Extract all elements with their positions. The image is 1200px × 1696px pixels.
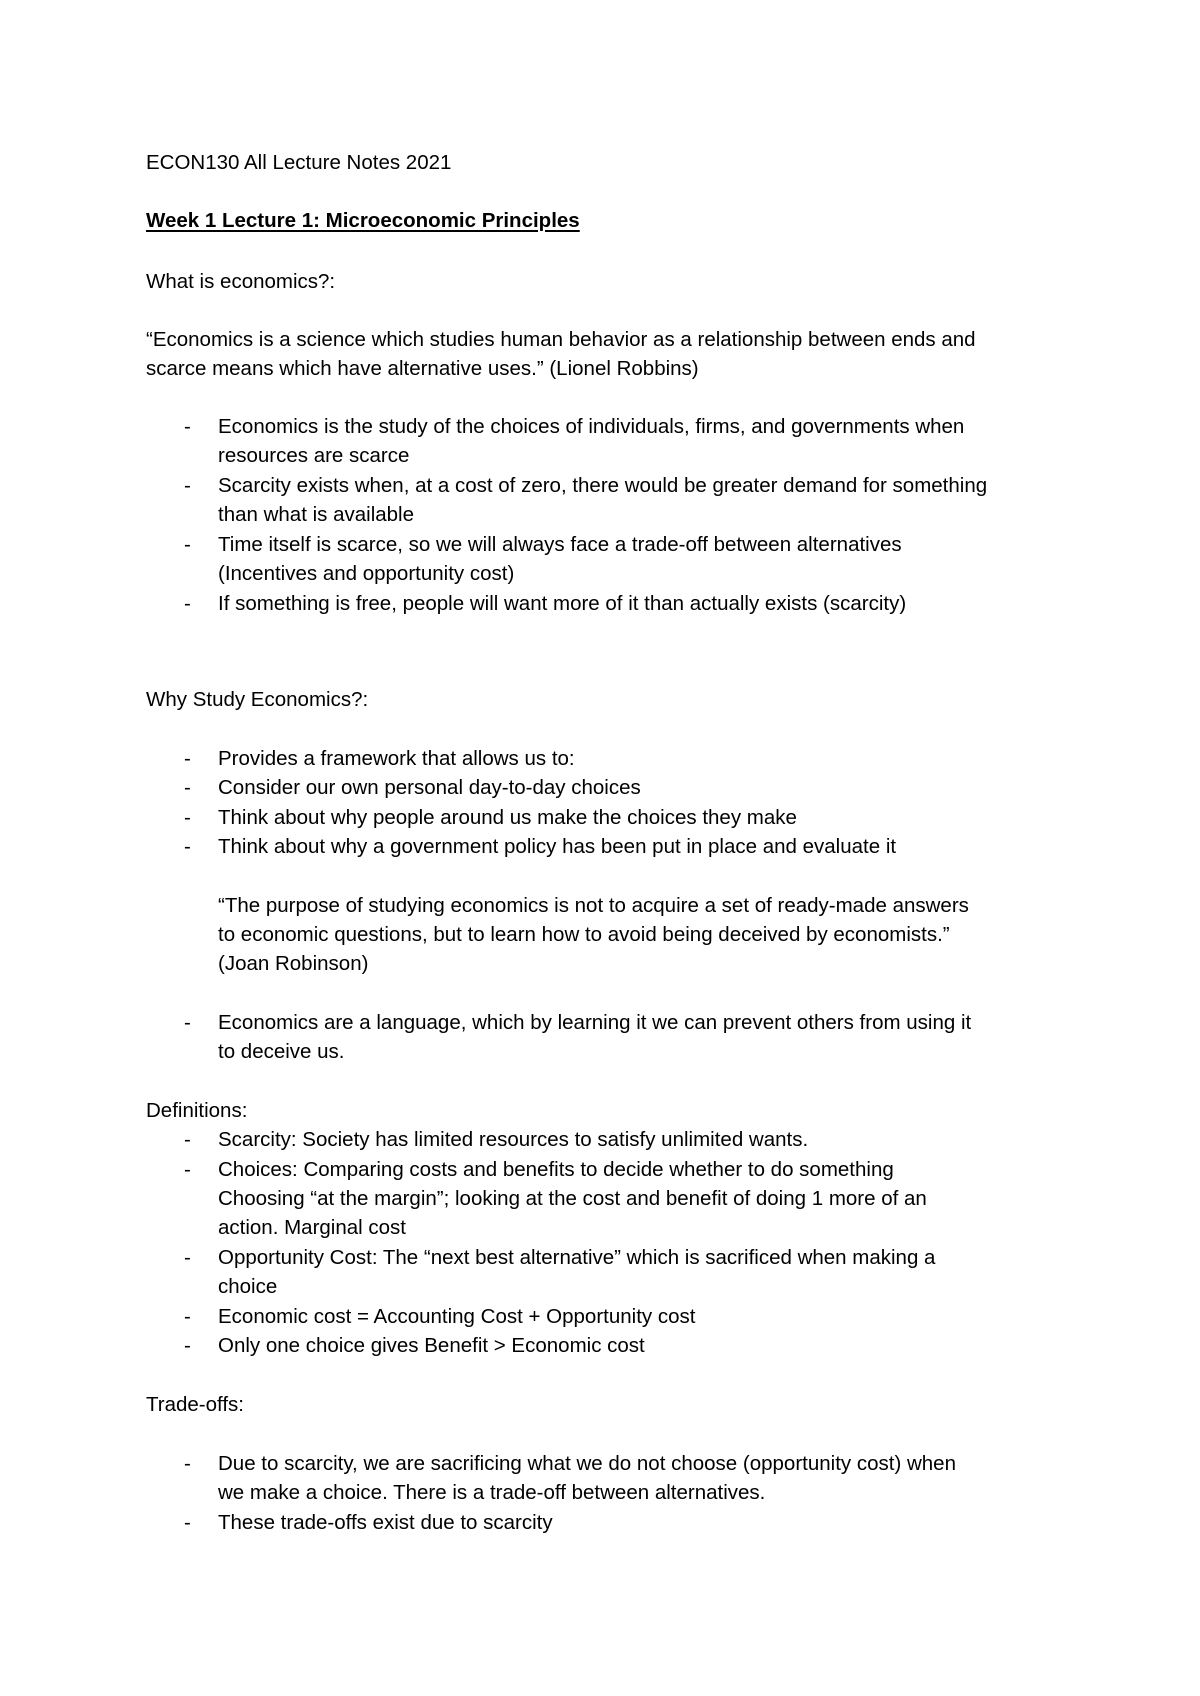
bullet-text: Scarcity exists when, at a cost of zero, there would be greater demand for something	[218, 474, 988, 497]
definitions-label: Definitions:	[146, 1099, 248, 1122]
what-is-economics-label: What is economics?:	[146, 270, 336, 293]
bullet-text: Consider our own personal day-to-day choices	[218, 776, 641, 799]
document-title: ECON130 All Lecture Notes 2021	[146, 151, 452, 174]
bullet-text: Economics are a language, which by learning it we can prevent others from using it	[218, 1011, 972, 1034]
bullet-text: action. Marginal cost	[218, 1216, 407, 1239]
why-study-label: Why Study Economics?:	[146, 688, 369, 711]
bullet-dash: -	[184, 776, 191, 799]
section-heading: Week 1 Lecture 1: Microeconomic Principles	[146, 209, 580, 232]
bullet-dash: -	[184, 533, 191, 556]
bullet-text: Think about why a government policy has been put in place and evaluate it	[218, 835, 897, 858]
bullet-text: Due to scarcity, we are sacrificing what we do not choose (opportunity cost) when	[218, 1452, 956, 1475]
bullet-text: Economic cost = Accounting Cost + Opportunity cost	[218, 1305, 696, 1328]
bullet-text: we make a choice. There is a trade-off between alternatives.	[218, 1481, 766, 1504]
bullet-text: Scarcity: Society has limited resources to satisfy unlimited wants.	[218, 1128, 809, 1151]
bullet-text: If something is free, people will want more of it than actually exists (scarcity)	[218, 592, 907, 615]
bullet-dash: -	[184, 806, 191, 829]
robbins-quote-line: scarce means which have alternative uses.” (Lionel Robbins)	[146, 357, 699, 380]
bullet-dash: -	[184, 1334, 191, 1357]
robinson-quote-line: “The purpose of studying economics is not to acquire a set of ready-made answers	[218, 894, 969, 917]
bullet-dash: -	[184, 1305, 191, 1328]
bullet-dash: -	[184, 747, 191, 770]
bullet-text: Economics is the study of the choices of individuals, firms, and governments when	[218, 415, 965, 438]
bullet-dash: -	[184, 592, 191, 615]
bullet-text: Time itself is scarce, so we will always face a trade-off between alternatives	[218, 533, 902, 556]
bullet-text: than what is available	[218, 503, 415, 526]
robinson-quote-line: to economic questions, but to learn how to avoid being deceived by economists.”	[218, 923, 950, 946]
robinson-quote-line: (Joan Robinson)	[218, 952, 369, 975]
bullet-dash: -	[184, 1511, 191, 1534]
bullet-dash: -	[184, 1011, 191, 1034]
bullet-dash: -	[184, 474, 191, 497]
bullet-dash: -	[184, 1158, 191, 1181]
bullet-text: to deceive us.	[218, 1040, 345, 1063]
bullet-dash: -	[184, 415, 191, 438]
bullet-text: Think about why people around us make the choices they make	[218, 806, 797, 829]
bullet-dash: -	[184, 1246, 191, 1269]
bullet-dash: -	[184, 1452, 191, 1475]
trade-offs-label: Trade-offs:	[146, 1393, 244, 1416]
bullet-text: These trade-offs exist due to scarcity	[218, 1511, 553, 1534]
bullet-text: Opportunity Cost: The “next best alternative” which is sacrificed when making a	[218, 1246, 936, 1269]
bullet-text: (Incentives and opportunity cost)	[218, 562, 515, 585]
bullet-text: Choosing “at the margin”; looking at the cost and benefit of doing 1 more of an	[218, 1187, 927, 1210]
bullet-text: Only one choice gives Benefit > Economic cost	[218, 1334, 645, 1357]
bullet-text: Provides a framework that allows us to:	[218, 747, 575, 770]
bullet-text: Choices: Comparing costs and benefits to decide whether to do something	[218, 1158, 894, 1181]
bullet-dash: -	[184, 1128, 191, 1151]
robbins-quote-line: “Economics is a science which studies human behavior as a relationship between ends and	[146, 328, 976, 351]
bullet-text: choice	[218, 1275, 278, 1298]
bullet-dash: -	[184, 835, 191, 858]
bullet-text: resources are scarce	[218, 444, 410, 467]
